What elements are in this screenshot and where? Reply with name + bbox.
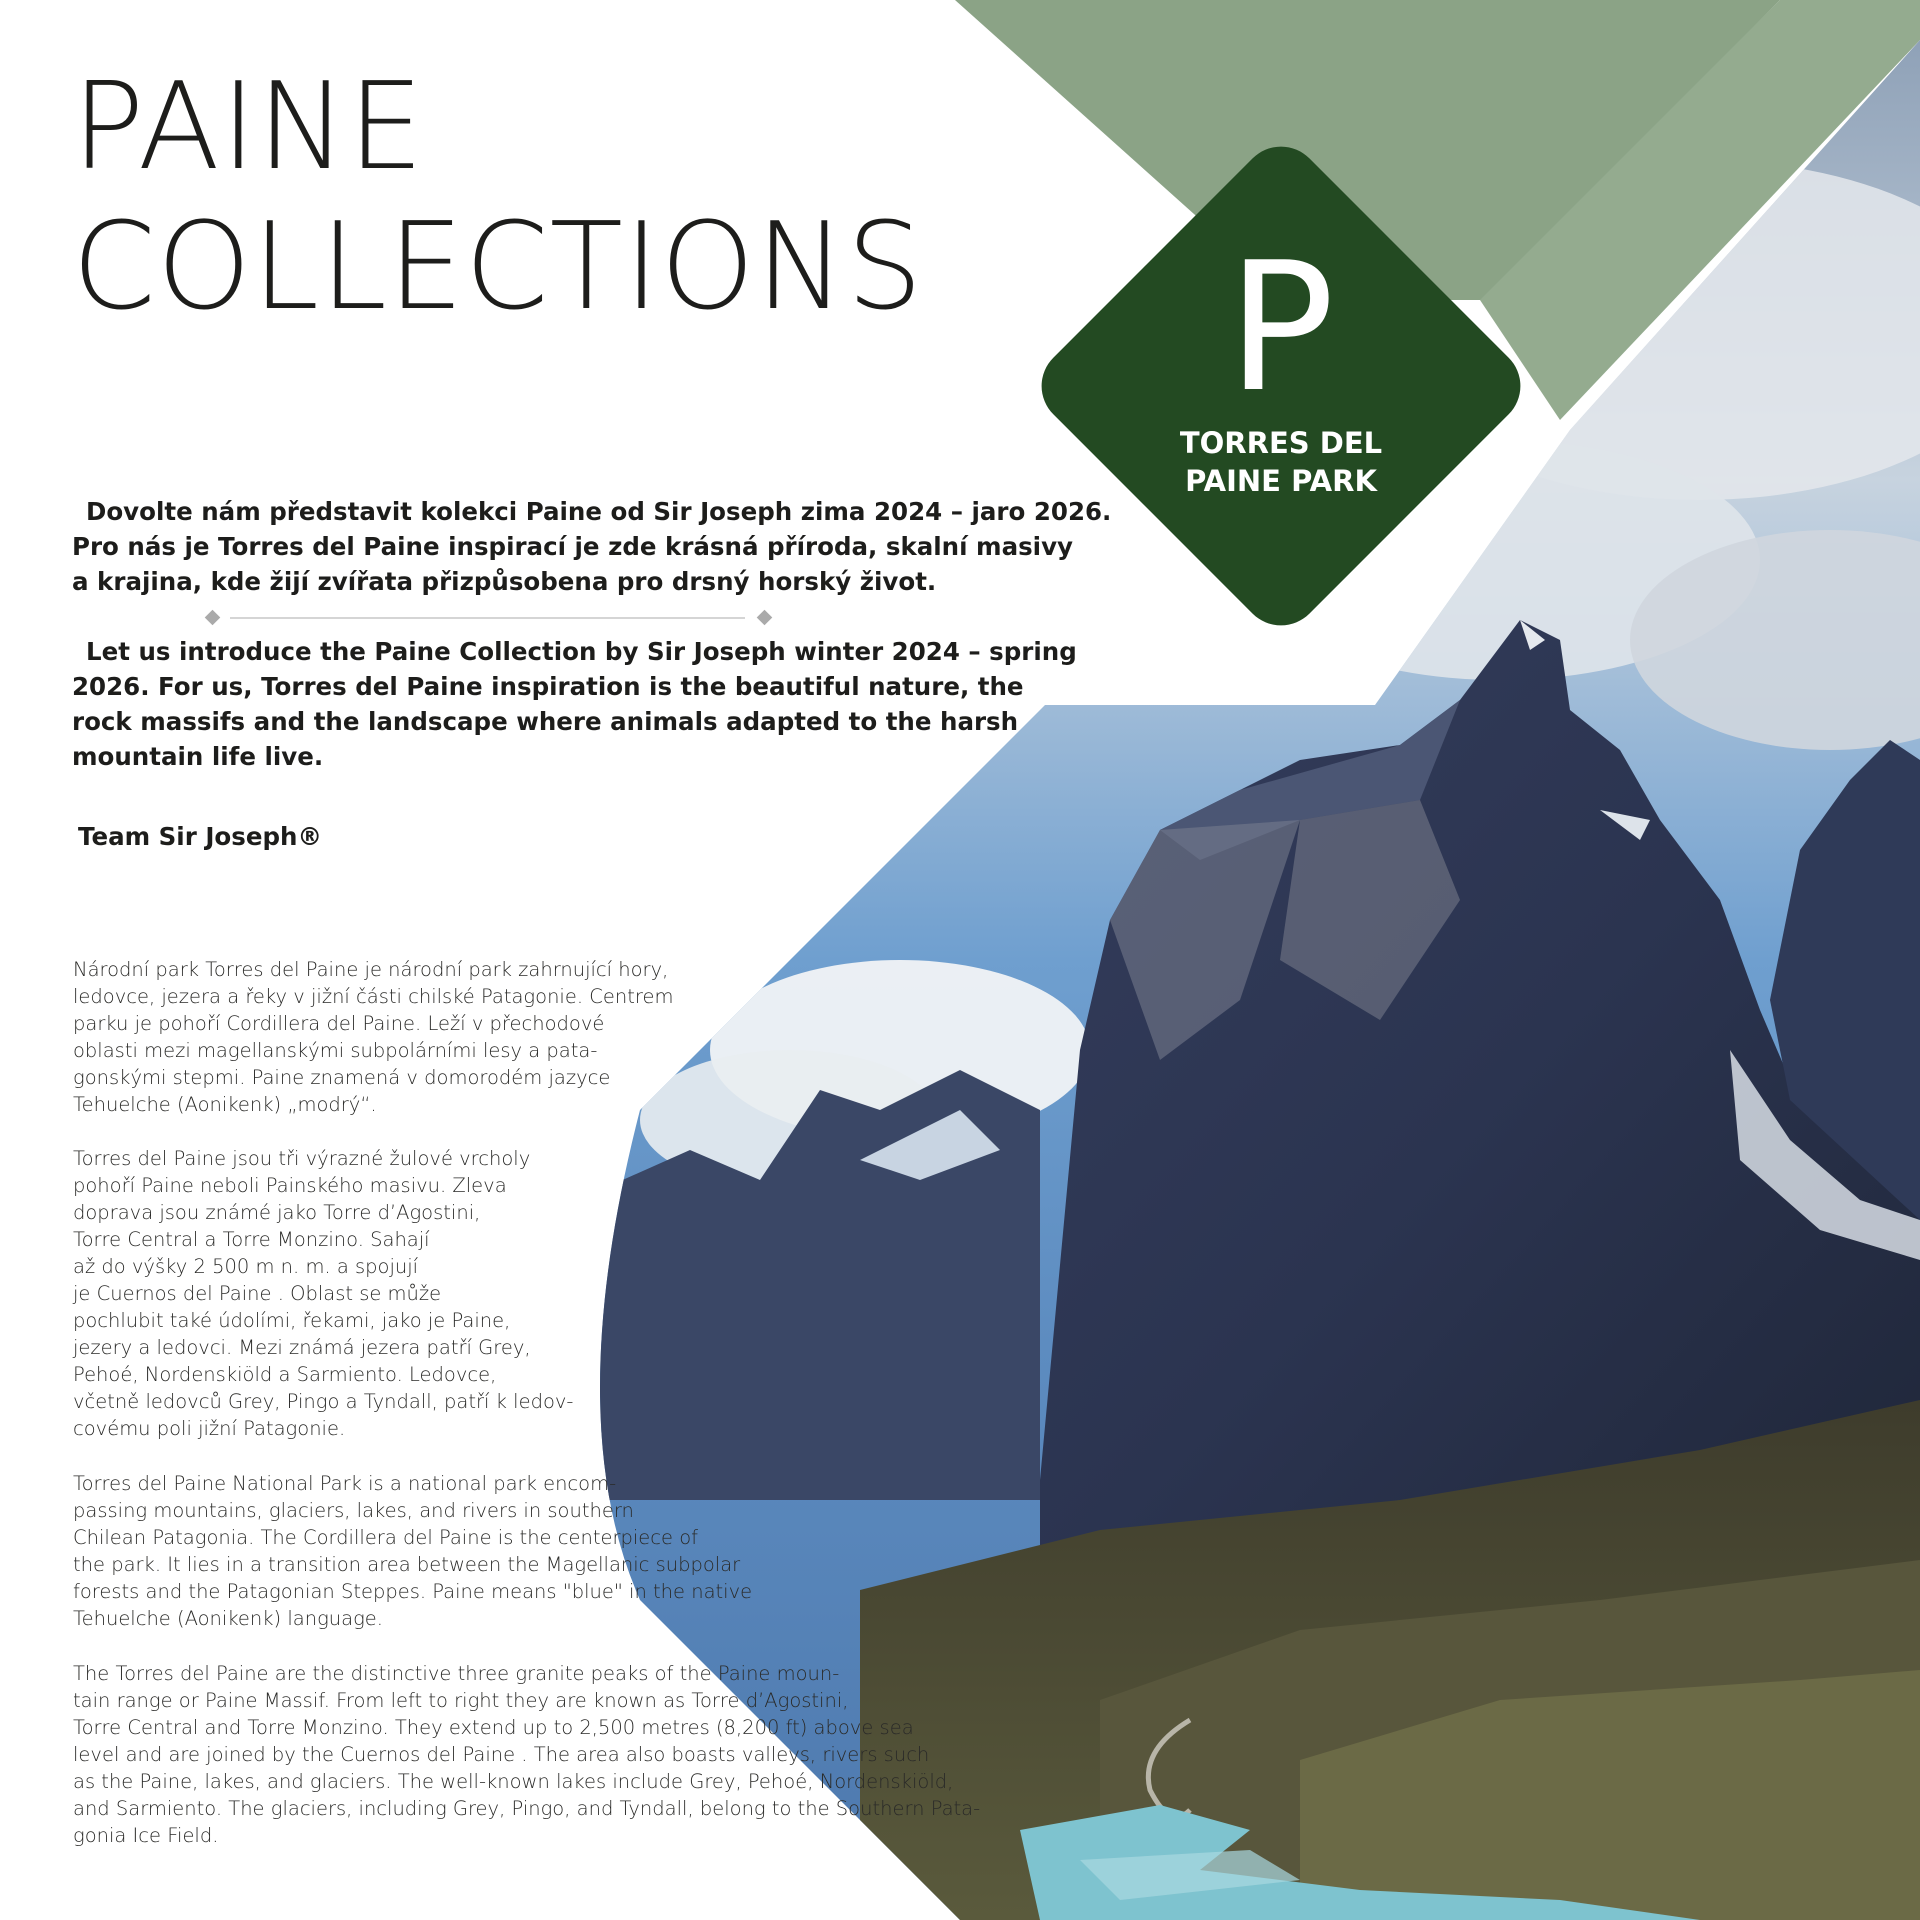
body-paragraph-en-1 [73, 1470, 752, 1632]
body-line: jezery a ledovci. Mezi známá jezera patří Grey, [73, 1336, 531, 1359]
body-line: Torre Central and Torre Monzino. They extend up to 2,500 metres (8,200 ft) above sea [73, 1716, 914, 1739]
badge-line-2: PAINE PARK [1185, 464, 1377, 498]
body-line: pochlubit také údolími, řekami, jako je Paine, [73, 1309, 511, 1332]
body-line: Torres del Paine jsou tři výrazné žulové vrcholy [73, 1147, 531, 1170]
title-line-2: COLLECTIONS [72, 198, 924, 337]
intro-english [72, 634, 1077, 774]
body-paragraph-en-2 [73, 1660, 980, 1849]
body-line: tain range or Paine Massif. From left to right they are known as Torre d’Agostini, [73, 1689, 849, 1712]
body-line: Tehuelche (Aonikenk) language. [73, 1607, 384, 1630]
body-line: passing mountains, glaciers, lakes, and rivers in southern [73, 1499, 634, 1522]
body-paragraph-cz-1 [73, 956, 673, 1118]
body-line: forests and the Patagonian Steppes. Paine means "blue" in the native [73, 1580, 753, 1603]
body-line: as the Paine, lakes, and glaciers. The well-known lakes include Grey, Pehoé, Nordenskiöld, [73, 1770, 954, 1793]
badge-letter: P [1227, 224, 1335, 431]
intro-en-line: 2026. For us, Torres del Paine inspiration is the beautiful nature, the [72, 672, 1024, 701]
body-line: doprava jsou známé jako Torre d’Agostini, [73, 1201, 481, 1224]
divider-ornament [205, 610, 773, 626]
body-line: až do výšky 2 500 m n. m. a spojují [73, 1255, 419, 1278]
body-line: Národní park Torres del Paine je národní park zahrnující hory, [73, 958, 669, 981]
intro-cz-line: Pro nás je Torres del Paine inspirací je zde krásná příroda, skalní masivy [72, 532, 1074, 561]
body-line: Pehoé, Nordenskiöld a Sarmiento. Ledovce, [73, 1363, 497, 1386]
body-line: oblasti mezi magellanskými subpolárními lesy a pata- [73, 1039, 598, 1062]
badge-line-1: TORRES DEL [1179, 426, 1383, 460]
page-title [72, 58, 924, 338]
body-line: and Sarmiento. The glaciers, including Grey, Pingo, and Tyndall, belong to the Southern Pata- [73, 1797, 981, 1820]
body-line: The Torres del Paine are the distinctive three granite peaks of the Paine moun- [73, 1662, 840, 1685]
intro-cz-line: Dovolte nám představit kolekci Paine od Sir Joseph zima 2024 – jaro 2026. [86, 497, 1112, 526]
body-line: Tehuelche (Aonikenk) „modrý“. [73, 1093, 377, 1116]
body-line: Torre Central a Torre Monzino. Sahají [73, 1228, 430, 1251]
body-line: level and are joined by the Cuernos del Paine . The area also boasts valleys, rivers such [73, 1743, 930, 1766]
body-line: je Cuernos del Paine . Oblast se může [73, 1282, 442, 1305]
body-line: parku je pohoří Cordillera del Paine. Leží v přechodové [73, 1012, 605, 1035]
body-line: Chilean Patagonia. The Cordillera del Paine is the centerpiece of [73, 1526, 698, 1549]
signature: Team Sir Joseph® [78, 822, 322, 851]
intro-cz-line: a krajina, kde žijí zvířata přizpůsobena pro drsný horský život. [72, 567, 937, 596]
body-paragraph-cz-2 [73, 1145, 573, 1442]
park-badge-label [1156, 424, 1406, 500]
body-line: gonia Ice Field. [73, 1824, 219, 1847]
body-line: pohoří Paine neboli Painského masivu. Zleva [73, 1174, 507, 1197]
intro-en-line: Let us introduce the Paine Collection by Sir Joseph winter 2024 – spring [86, 637, 1077, 666]
title-line-1: PAINE [72, 58, 425, 197]
body-line: včetně ledovců Grey, Pingo a Tyndall, patří k ledov- [73, 1390, 574, 1413]
intro-en-line: rock massifs and the landscape where animals adapted to the harsh [72, 707, 1019, 736]
intro-czech [72, 494, 1112, 599]
body-line: Torres del Paine National Park is a national park encom- [73, 1472, 617, 1495]
body-line: the park. It lies in a transition area between the Magellanic subpolar [73, 1553, 741, 1576]
body-line: gonskými stepmi. Paine znamená v domorodém jazyce [73, 1066, 611, 1089]
intro-en-line: mountain life live. [72, 742, 324, 771]
body-line: ledovce, jezera a řeky v jižní části chilské Patagonie. Centrem [73, 985, 674, 1008]
body-line: covému poli jižní Patagonie. [73, 1417, 346, 1440]
